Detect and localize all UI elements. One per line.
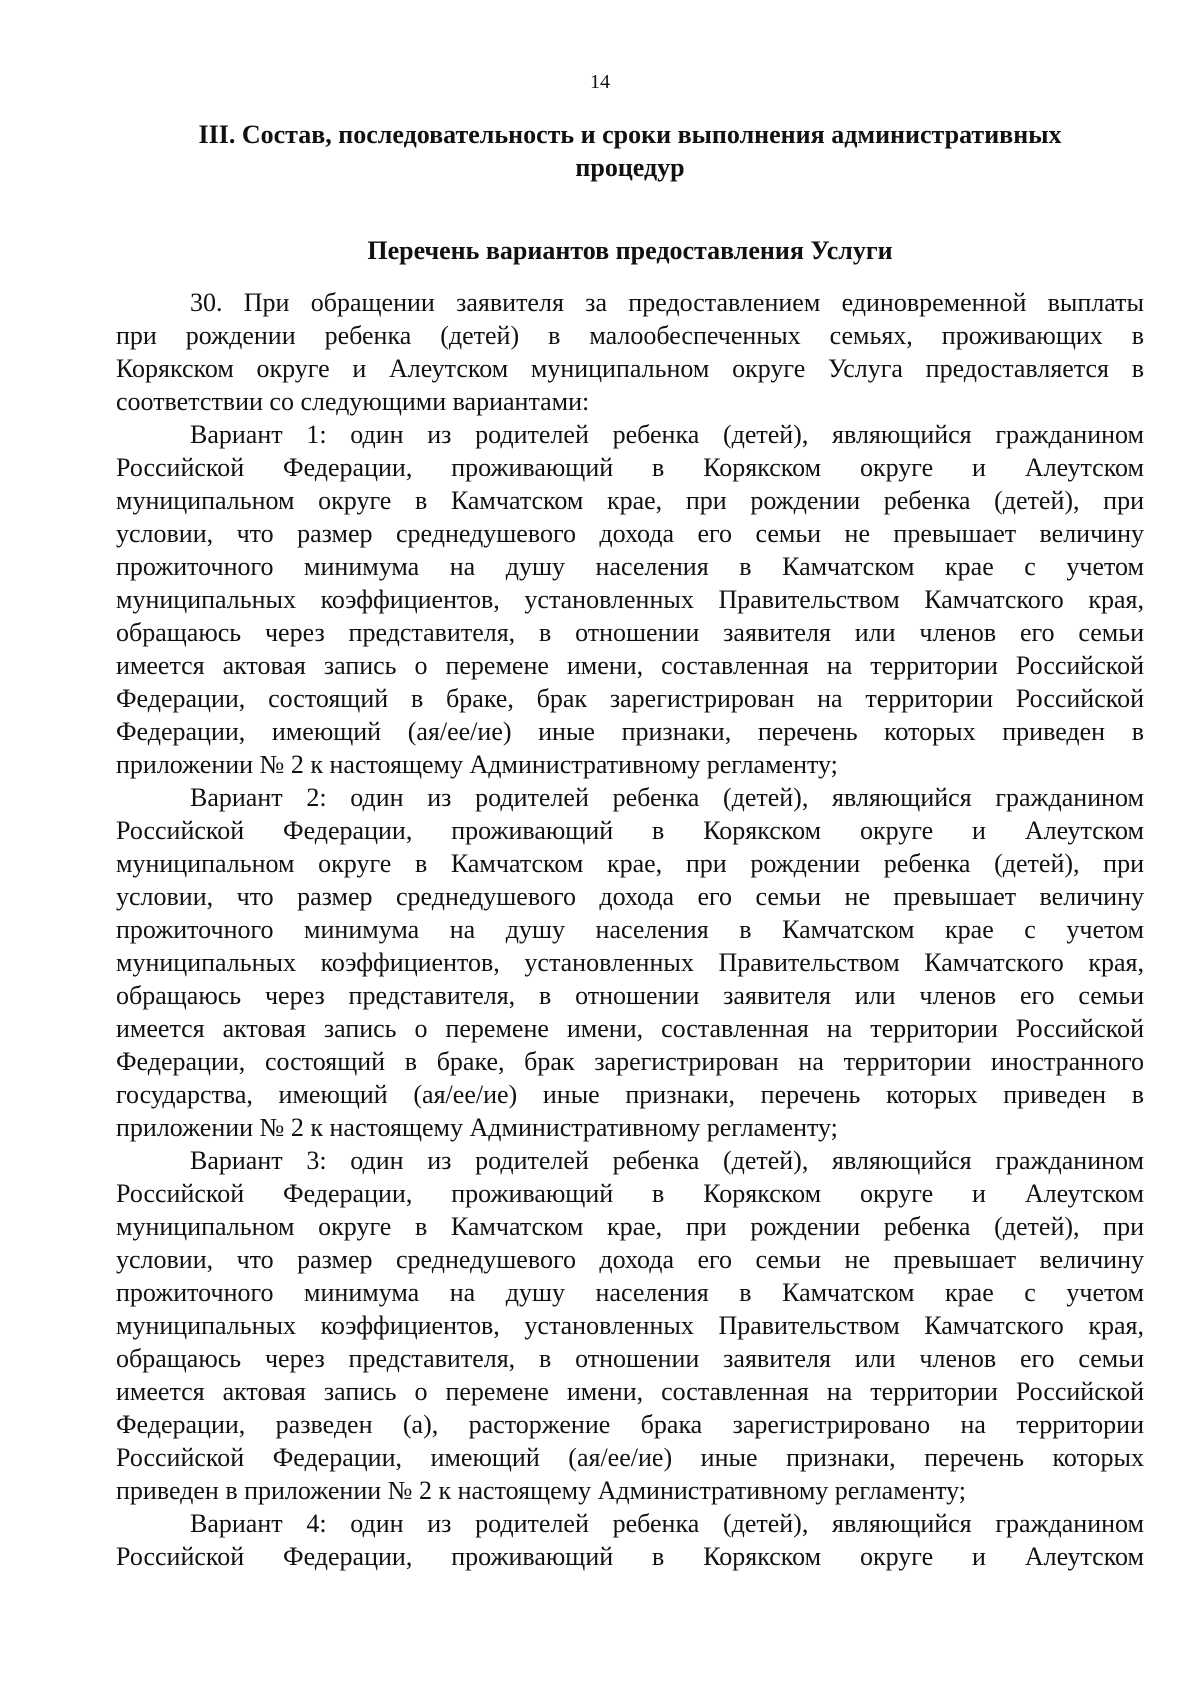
paragraph xyxy=(116,418,1144,781)
paragraph xyxy=(116,1144,1144,1507)
paragraph-line: условии, что размер среднедушевого дохода его семьи не превышает величину xyxy=(116,519,1144,548)
paragraph-line: приложении № 2 к настоящему Административному регламенту; xyxy=(116,1113,838,1142)
paragraph-line: муниципальных коэффициентов, установленных Правительством Камчатского края, xyxy=(116,1311,1144,1340)
paragraph xyxy=(116,781,1144,1144)
paragraph-line: Российской Федерации, проживающий в Корякском округе и Алеутском xyxy=(116,1542,1144,1571)
paragraph-line: Федерации, разведен (а), расторжение брака зарегистрировано на территории xyxy=(116,1410,1144,1439)
paragraph-line: Федерации, имеющий (ая/ее/ие) иные признаки, перечень которых приведен в xyxy=(116,717,1144,746)
paragraph-line: прожиточного минимума на душу населения в Камчатском крае с учетом xyxy=(116,915,1144,944)
paragraph-line: обращаюсь через представителя, в отношении заявителя или членов его семьи xyxy=(116,981,1144,1010)
section-title: III. Состав, последовательность и сроки выполнения административных процедур xyxy=(198,120,1062,182)
paragraph xyxy=(116,1507,1144,1573)
paragraph-line: государства, имеющий (ая/ее/ие) иные признаки, перечень которых приведен в xyxy=(116,1080,1144,1109)
paragraph-line: имеется актовая запись о перемене имени, составленная на территории Российской xyxy=(116,1377,1144,1406)
paragraph-line: приведен в приложении № 2 к настоящему Административному регламенту; xyxy=(116,1476,967,1505)
paragraph-line: обращаюсь через представителя, в отношении заявителя или членов его семьи xyxy=(116,1344,1144,1373)
paragraph-line: муниципальном округе в Камчатском крае, при рождении ребенка (детей), при xyxy=(116,486,1144,515)
paragraph-line: условии, что размер среднедушевого дохода его семьи не превышает величину xyxy=(116,882,1144,911)
paragraph-line: Федерации, состоящий в браке, брак зарегистрирован на территории иностранного xyxy=(116,1047,1144,1076)
paragraph-line: Вариант 2: один из родителей ребенка (детей), являющийся гражданином xyxy=(190,783,1144,812)
paragraph-line: Российской Федерации, имеющий (ая/ее/ие) иные признаки, перечень которых xyxy=(116,1443,1144,1472)
paragraph-line: Вариант 4: один из родителей ребенка (детей), являющийся гражданином xyxy=(190,1509,1144,1538)
paragraph-line: Российской Федерации, проживающий в Корякском округе и Алеутском xyxy=(116,816,1144,845)
paragraph-line: Вариант 3: один из родителей ребенка (детей), являющийся гражданином xyxy=(190,1146,1144,1175)
paragraph-line: Федерации, состоящий в браке, брак зарегистрирован на территории Российской xyxy=(116,684,1144,713)
document-body xyxy=(116,286,1144,1573)
paragraph-line: соответствии со следующими вариантами: xyxy=(116,387,590,416)
paragraph-line: 30. При обращении заявителя за предоставлением единовременной выплаты xyxy=(190,288,1144,317)
paragraph-line: имеется актовая запись о перемене имени, составленная на территории Российской xyxy=(116,651,1144,680)
paragraph-line: Корякском округе и Алеутском муниципальном округе Услуга предоставляется в xyxy=(116,354,1144,383)
page-number: 14 xyxy=(590,71,610,93)
paragraph-line: муниципальных коэффициентов, установленных Правительством Камчатского края, xyxy=(116,948,1144,977)
paragraph-line: прожиточного минимума на душу населения в Камчатском крае с учетом xyxy=(116,552,1144,581)
paragraph xyxy=(116,286,1144,418)
paragraph-line: Вариант 1: один из родителей ребенка (детей), являющийся гражданином xyxy=(190,420,1144,449)
paragraph-line: муниципальном округе в Камчатском крае, при рождении ребенка (детей), при xyxy=(116,1212,1144,1241)
paragraph-line: Российской Федерации, проживающий в Корякском округе и Алеутском xyxy=(116,1179,1144,1208)
subsection-title: Перечень вариантов предоставления Услуги xyxy=(367,236,893,265)
paragraph-line: имеется актовая запись о перемене имени, составленная на территории Российской xyxy=(116,1014,1144,1043)
paragraph-line: обращаюсь через представителя, в отношении заявителя или членов его семьи xyxy=(116,618,1144,647)
paragraph-line: муниципальном округе в Камчатском крае, при рождении ребенка (детей), при xyxy=(116,849,1144,878)
paragraph-line: приложении № 2 к настоящему Административному регламенту; xyxy=(116,750,838,779)
paragraph-line: при рождении ребенка (детей) в малообеспеченных семьях, проживающих в xyxy=(116,321,1144,350)
paragraph-line: муниципальных коэффициентов, установленных Правительством Камчатского края, xyxy=(116,585,1144,614)
paragraph-line: прожиточного минимума на душу населения в Камчатском крае с учетом xyxy=(116,1278,1144,1307)
paragraph-line: Российской Федерации, проживающий в Корякском округе и Алеутском xyxy=(116,453,1144,482)
paragraph-line: условии, что размер среднедушевого дохода его семьи не превышает величину xyxy=(116,1245,1144,1274)
